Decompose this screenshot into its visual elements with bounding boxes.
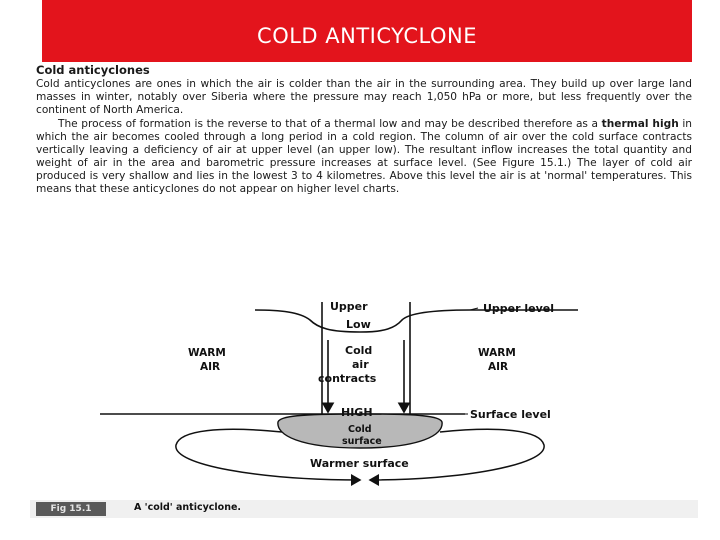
title-banner: [42, 0, 692, 62]
page-title: COLD ANTICYCLONE: [257, 24, 477, 48]
thermal-high-term: thermal high: [601, 117, 679, 130]
label-cold-surface-1: Cold: [348, 424, 372, 435]
label-warm-left-1: WARM: [188, 347, 226, 359]
figure-number-badge: Fig 15.1: [36, 502, 106, 516]
paragraph-1: Cold anticyclones are ones in which the air is colder than the air in the surrounding area. They build up over large land masses in winter, notably over Siberia where the pressure may reach 1,050 hPa or more, but less frequently over the continent of North America.: [36, 78, 692, 117]
section-heading: Cold anticyclones: [36, 63, 150, 77]
paragraph-2-start: The process of formation is the reverse to that of a thermal low and may be described therefore as a: [58, 117, 602, 130]
figure-caption: A 'cold' anticyclone.: [134, 502, 242, 513]
label-upper-level: Upper level: [483, 302, 555, 315]
label-high: HIGH: [341, 406, 373, 419]
label-warmer-surface: Warmer surface: [310, 457, 409, 470]
label-cold-surface-2: surface: [342, 436, 382, 447]
scanned-text: [36, 64, 692, 197]
label-contracts: contracts: [318, 372, 377, 385]
paragraph-2: [36, 118, 692, 197]
label-air: air: [352, 358, 369, 371]
label-low: Low: [346, 318, 371, 331]
label-warm-right-1: WARM: [478, 347, 516, 359]
label-warm-left-2: AIR: [200, 361, 221, 373]
label-cold: Cold: [345, 344, 373, 357]
label-upper: Upper: [330, 300, 368, 313]
label-warm-right-2: AIR: [488, 361, 509, 373]
caption-band: [30, 500, 698, 518]
label-surface-level: Surface level: [470, 408, 551, 421]
diagram-labels: [188, 300, 554, 470]
paragraph-2-end: in which the air becomes cooled through a long period in a cold region. The column of air over the cold surface contracts vertically leaving a deficiency of air at upper level (an upper low). The resultant inflow increases the total quantity and weight of air in the area and barometric pressure increases at surface level. (See Figure 15.1.) The layer of cold air produced is very shallow and lies in the lowest 3 to 4 kilometres. Above this level the air is at 'normal' temperatures. This means that these anticyclones do not appear on higher level charts.: [36, 117, 692, 196]
